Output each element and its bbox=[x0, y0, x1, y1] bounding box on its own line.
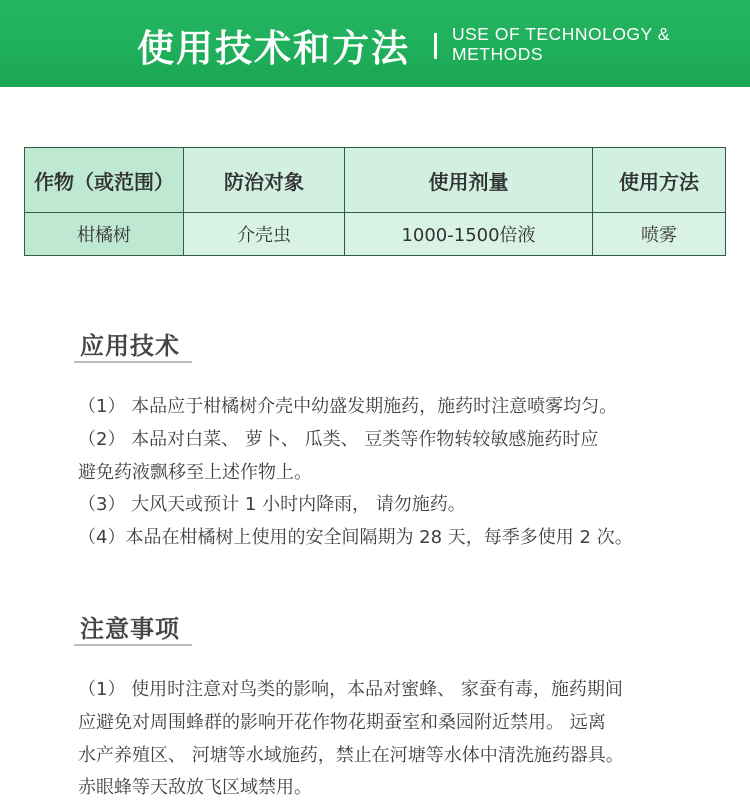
precautions-title-underline bbox=[74, 644, 192, 646]
header-method: 使用方法 bbox=[593, 148, 726, 213]
cell-dosage: 1000-1500倍液 bbox=[345, 213, 593, 256]
application-line-5: （4）本品在柑橘树上使用的安全间隔期为 28 天，每季多使用 2 次。 bbox=[78, 527, 633, 548]
header-crop: 作物（或范围） bbox=[25, 148, 184, 213]
precautions-line-1: （1） 使用时注意对鸟类的影响，本品对蜜蜂、 家蚕有毒，施药期间 bbox=[78, 679, 623, 700]
usage-table bbox=[24, 147, 726, 256]
precautions-line-2: 应避免对周围蜂群的影响开花作物花期蚕室和桑园附近禁用。 远离 bbox=[78, 712, 606, 733]
cell-method: 喷雾 bbox=[593, 213, 726, 256]
application-title-underline bbox=[74, 361, 192, 363]
table-header-row bbox=[25, 148, 726, 213]
banner-subtitle-line-1: USE OF TECHNOLOGY & bbox=[452, 24, 670, 44]
banner-subtitle-line-2: METHODS bbox=[452, 44, 543, 64]
header-banner bbox=[0, 0, 750, 87]
precautions-section-title: 注意事项 bbox=[80, 615, 180, 643]
precautions-line-3: 水产养殖区、 河塘等水域施药，禁止在河塘等水体中清洗施药器具。 bbox=[78, 745, 624, 766]
application-section-title: 应用技术 bbox=[80, 332, 180, 360]
header-target: 防治对象 bbox=[184, 148, 345, 213]
banner-title: 使用技术和方法 bbox=[137, 27, 410, 70]
cell-target: 介壳虫 bbox=[184, 213, 345, 256]
cell-crop: 柑橘树 bbox=[25, 213, 184, 256]
precautions-line-4: 赤眼蜂等天敌放飞区域禁用。 bbox=[78, 777, 312, 798]
application-line-1: （1） 本品应于柑橘树介壳中幼盛发期施药，施药时注意喷雾均匀。 bbox=[78, 396, 618, 417]
application-line-2: （2） 本品对白菜、 萝卜、 瓜类、 豆类等作物转较敏感施药时应 bbox=[78, 429, 599, 450]
application-line-4: （3） 大风天或预计 1 小时内降雨， 请勿施药。 bbox=[78, 494, 466, 515]
banner-subtitle bbox=[452, 24, 670, 64]
banner-divider bbox=[434, 33, 437, 59]
header-dosage: 使用剂量 bbox=[345, 148, 593, 213]
application-line-3: 避免药液飘移至上述作物上。 bbox=[78, 462, 312, 483]
table-row bbox=[25, 213, 726, 256]
